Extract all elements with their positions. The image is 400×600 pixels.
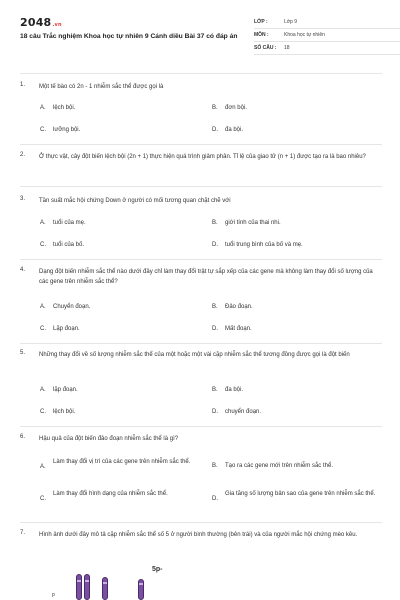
- question-stem: Tần suất mắc hội chứng Down ở người có mối tương quan chặt chẽ với: [39, 198, 231, 204]
- divider: [20, 426, 382, 427]
- option-text: giới tính của thai nhi.: [225, 220, 281, 226]
- option-letter: D.: [212, 127, 218, 133]
- option-letter: B.: [212, 304, 218, 310]
- option-letter: C.: [40, 242, 46, 248]
- question-stem: Một tế bào có 2n - 1 nhiễm sắc thể được gọi là: [39, 84, 164, 90]
- figure-label-5p: 5p-: [152, 566, 163, 573]
- question-number: 5.: [20, 350, 26, 356]
- question-number: 4.: [20, 267, 26, 273]
- divider: [20, 73, 382, 74]
- question-stem: Hình ảnh dưới đây mô tả cặp nhiễm sắc thể số 5 ở người bình thường (bên trái) và của người mắc hội chứng mèo kêu.: [39, 532, 358, 538]
- option-letter: A.: [40, 387, 46, 393]
- option-letter: C.: [40, 326, 46, 332]
- option-text: đa bội.: [225, 387, 244, 393]
- option-text: lặp đoạn.: [53, 387, 78, 393]
- logo-suffix: .vn: [52, 22, 62, 28]
- option-letter: C.: [40, 409, 46, 415]
- meta-key: LỚP :: [254, 19, 268, 25]
- option-text: lưỡng bội.: [53, 127, 81, 133]
- option-letter: B.: [212, 463, 218, 469]
- option-text: Tạo ra các gene mới trên nhiễm sắc thể.: [225, 463, 333, 469]
- option-text: đa bội.: [225, 127, 244, 133]
- site-logo[interactable]: [20, 16, 62, 29]
- option-text: Mất đoạn.: [225, 326, 252, 332]
- question-stem: Dạng đột biến nhiễm sắc thể nào dưới đây chỉ làm thay đổi trật tự sắp xếp của các gene mà không làm thay đổi số lượng của các gene trên nhiễm sắc thể?: [39, 269, 373, 285]
- option-letter: D.: [212, 242, 218, 248]
- question-stem: Những thay đổi về số lượng nhiễm sắc thể của một hoặc một vài cặp nhiễm sắc thể tương đồng được gọi là đột biến: [39, 352, 350, 358]
- question-number: 2.: [20, 152, 26, 158]
- chromosome-normal-1: [76, 574, 82, 600]
- question-stem: Ở thực vật, cây đột biến lệch bội (2n + 1) thực hiện quá trình giảm phân. Tỉ lệ của giao tử (n + 1) được tạo ra là bao nhiêu?: [39, 154, 366, 160]
- option-letter: D.: [212, 326, 218, 332]
- option-text: Chuyển đoạn.: [53, 304, 91, 310]
- meta-panel: [254, 16, 400, 55]
- chromosome-band: [85, 580, 89, 582]
- logo-text: 2048: [20, 16, 52, 29]
- divider: [20, 186, 382, 187]
- option-letter: C.: [40, 127, 46, 133]
- chromosome-normal-2: [84, 574, 90, 600]
- question-number: 1.: [20, 82, 26, 88]
- chromosome-figure: [46, 566, 206, 600]
- option-letter: B.: [212, 220, 218, 226]
- option-letter: D.: [212, 409, 218, 415]
- option-text: tuổi trung bình của bố và mẹ.: [225, 242, 303, 248]
- option-letter: A.: [40, 304, 46, 310]
- option-letter: C.: [40, 496, 46, 502]
- option-letter: A.: [40, 220, 46, 226]
- option-text: Đảo đoạn.: [225, 304, 253, 310]
- option-text: Làm thay đổi vị trí của các gene trên nhiễm sắc thể.: [53, 459, 191, 465]
- question-number: 6.: [20, 434, 26, 440]
- meta-value: Lớp 9: [284, 19, 298, 25]
- option-text: chuyển đoạn.: [225, 409, 262, 415]
- option-letter: A.: [40, 464, 46, 470]
- divider: [20, 144, 382, 145]
- divider: [20, 522, 382, 523]
- meta-row-subject: [254, 29, 400, 42]
- chromosome-band: [103, 582, 107, 584]
- option-text: lệch bội.: [53, 409, 76, 415]
- option-text: Làm thay đổi hình dạng của nhiễm sắc thể.: [53, 491, 168, 497]
- option-letter: B.: [212, 105, 218, 111]
- meta-key: SỐ CÂU :: [254, 45, 277, 51]
- option-text: Lặp đoạn.: [53, 326, 80, 332]
- chromosome-normal-3: [102, 577, 108, 600]
- question-number: 7.: [20, 530, 26, 536]
- document-title: 18 câu Trắc nghiệm Khoa học tự nhiên 9 Cánh diều Bài 37 có đáp án: [20, 33, 238, 40]
- question-stem: Hậu quả của đột biến đảo đoạn nhiễm sắc thể là gì?: [39, 436, 179, 442]
- meta-key: MÔN :: [254, 32, 269, 38]
- option-letter: A.: [40, 105, 46, 111]
- divider: [20, 259, 382, 260]
- meta-row-count: [254, 42, 400, 55]
- option-letter: D.: [212, 496, 218, 502]
- document-header: [20, 12, 382, 70]
- meta-row-class: [254, 16, 400, 29]
- divider: [20, 343, 382, 344]
- chromosome-band: [139, 583, 143, 585]
- option-text: đơn bội.: [225, 105, 247, 111]
- meta-value: Khoa học tự nhiên: [284, 32, 325, 38]
- question-number: 3.: [20, 196, 26, 202]
- option-text: lệch bội.: [53, 105, 76, 111]
- option-text: tuổi của bố.: [53, 242, 85, 248]
- option-letter: B.: [212, 387, 218, 393]
- option-text: tuổi của mẹ.: [53, 220, 86, 226]
- chromosome-band: [77, 580, 81, 582]
- option-text: Gia tăng số lượng bản sao của gene trên nhiễm sắc thể.: [225, 491, 376, 497]
- meta-value: 18: [284, 45, 290, 51]
- arm-label: p: [52, 592, 55, 598]
